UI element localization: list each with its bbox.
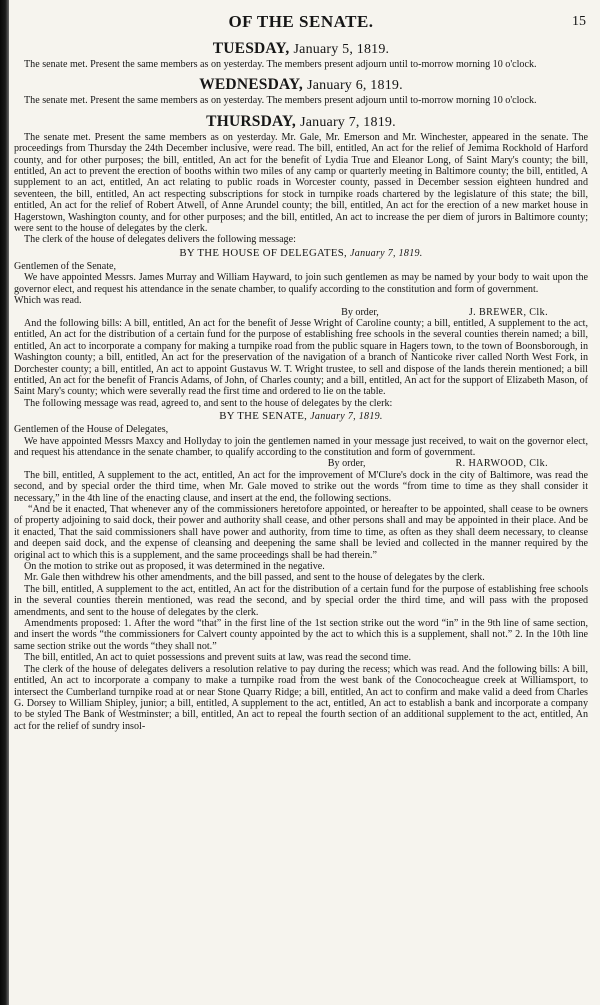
clerk-name: J. BREWER, Clk.	[468, 306, 548, 318]
message-heading-senate	[14, 410, 588, 423]
day-heading-tuesday	[14, 40, 588, 58]
message-heading-text: BY THE HOUSE OF DELEGATES,	[179, 246, 348, 259]
journal-page	[14, 10, 588, 1000]
message-heading-text: BY THE SENATE,	[219, 410, 308, 423]
page-number: 15	[572, 14, 586, 29]
day-date: January 5, 1819.	[293, 42, 390, 57]
message-body: We have appointed Messrs Maxcy and Hollyday to join the gentlemen named in your message just received, to wait on the governor elect, and request his attendance in the senate chamber, to qualify according to the constitution and form of government.	[14, 435, 588, 458]
paragraph: Amendments proposed: 1. After the word “that” in the first line of the 1st section strike out the word “in” in the 9th line of same section, and insert the words “the commissioners for Calvert county appointed by the act to which this is a supplement, shall not.” 2. In the 10th line same section strike out the words “they shall not.”	[14, 618, 588, 652]
paragraph: The senate met. Present the same members as on yesterday. Mr. Gale, Mr. Emerson and Mr. Winchester, appeared in the senate. The proceedings from Thursday the 24th December inclusive, were read. The bill, entitled, An act for the relief of Jemima Rockhold of Harford county, and for other purposes; the bill, entitled, An act for the benefit of Lydia True and Eleanor Long, of Saint Mary's county; the bill, entitled, An act to prevent the erection of booths within two miles of any camp or quarterly meeting in Baltimore county; the bill, entitled, A supplement to an act, entitled, An act relating to public roads in Worcester county, passed in December session eighteen hundred and seventeen, the bill, entitled, An act respecting subscriptions for stock in turnpike roads chartered by the legislature of this state; the bill, entitled, An act for the relief of Robert Atwell, of Anne Arundel county; the bill, entitled, An act for the erection of a new market house in Hagerstown, Washington county, and for other purposes; and the bill, entitled, An act to increase the per diem of jurors in Baltimore county; were sent to the house of delegates by the clerk.	[14, 131, 588, 235]
signature-senate	[14, 458, 588, 469]
paragraph: The clerk of the house of delegates delivers a resolution relative to pay during the recess; which was read. And the following bills: A bill, entitled, An act to incorporate a company to make a turnpike road from the west bank of the Conococheague creek at Williamsport, to intersect the Cumberland turnpike road at or near Stone Quarry Ridge; a bill, entitled, An act to confirm and make valid a deed from Charles G. Dorsey to William Shipley, junior; a bill, entitled, A supplement to the act, entitled, An act to establish a bank and incorporate a company to be styled The Bank of Westminster; a bill, entitled, An act to repeal the fourth section of an additional supplement to the act, entitled, An act for the relief of sundry insol-	[14, 663, 588, 732]
signature-house	[14, 307, 588, 318]
message-heading-house	[14, 247, 588, 260]
running-head	[14, 10, 588, 34]
message-after: Which was read.	[14, 295, 82, 307]
message-date: January 7, 1819.	[350, 247, 423, 259]
paragraph: The following message was read, agreed to, and sent to the house of delegates by the clerk:	[24, 397, 393, 409]
paragraph: Mr. Gale then withdrew his other amendments, and the bill passed, and sent to the house of delegates by the clerk.	[24, 572, 485, 584]
day-heading-wednesday	[14, 76, 588, 94]
paragraph: The clerk of the house of delegates delivers the following message:	[24, 234, 296, 246]
day-weekday: WEDNESDAY,	[199, 76, 303, 94]
salutation: Gentlemen of the House of Delegates,	[14, 424, 169, 436]
clerk-name: R. HARWOOD, Clk.	[455, 458, 548, 470]
day-date: January 6, 1819.	[307, 78, 403, 94]
paragraph: On the motion to strike out as proposed, it was determined in the negative.	[24, 561, 325, 573]
by-order-label: By order,	[341, 306, 379, 318]
message-date: January 7, 1819.	[310, 411, 383, 423]
quoted-amendment: “And be it enacted, That whenever any of the commissioners heretofore appointed, or hereafter to be appointed, shall cease to be owners of property adjoining to said dock, their power and authority shall cease, and other persons shall and may be appointed in their place. And be it enacted, That the said commissioners shall have power and authority, from time to time, as often as they shall deem necessary, to cleanse and deepen said dock, and the expense of cleansing and deepening the same shall be levied and collected in the manner required by the original act to which this is a supplement, and the same proceedings shall be had therein.”	[14, 504, 588, 561]
day-weekday: TUESDAY,	[212, 40, 290, 57]
message-body: We have appointed Messrs. James Murray and William Hayward, to join such gentlemen as may be named by your body to wait upon the governor elect, and request his attendance in the senate chamber, to qualify according to the constitution and form of government.	[14, 272, 588, 295]
paragraph: The bill, entitled, An act to quiet possessions and prevent suits at law, was read the second time.	[24, 652, 412, 664]
running-title: OF THE SENATE.	[228, 12, 374, 31]
salutation: Gentlemen of the Senate,	[14, 260, 117, 272]
day-entry-tuesday: The senate met. Present the same members as on yesterday. The members present adjourn until to-morrow morning 10 o'clock.	[24, 59, 537, 70]
book-binding-edge	[0, 0, 9, 1005]
day-date: January 7, 1819.	[300, 114, 396, 130]
paragraph: The bill, entitled, A supplement to the act, entitled, An act for the distribution of a certain fund for the purpose of establishing free schools in the several counties therein mentioned, was read the second, and by special order the third time, and will pass with the proposed amendments, and sent to the house of delegates by the clerk.	[14, 583, 588, 618]
day-weekday: THURSDAY,	[206, 112, 296, 130]
by-order-label: By order,	[327, 458, 366, 470]
day-entry-wednesday: The senate met. Present the same members as on yesterday. The members present adjourn until to-morrow morning 10 o'clock.	[24, 95, 537, 107]
paragraph: And the following bills: A bill, entitled, An act for the benefit of Jesse Wright of Caroline county; a bill, entitled, A supplement to the act, entitled, An act for the distribution of a certain fund for the purpose of establishing free schools in the several counties therein named; a bill, entitled, An act to incorporate a company for making a turnpike road from the public square in Hagers town, to the town of Boonsborough, in Washington county; a bill, entitled, An act for the preservation of the navigation of a branch of Nanticoke river called North West Fork, in Dorchester county; a bill, entitled, An act to appoint Gustavus W. T. Wright trustee, to sell and dispose of the lands therein mentioned; a bill entitled, An act for the benefit of Francis Adams, of John, of Charles county; and a bill, entitled, An act for the support of Elizabeth Mason, of Saint Mary's county; which were severally read the first time and ordered to lie on the table.	[14, 317, 588, 398]
day-heading-thursday	[14, 113, 588, 131]
paragraph: The bill, entitled, A supplement to the act, entitled, An act for the improvement of M'Clure's dock in the city of Baltimore, was read the second, and by special order the third time, when Mr. Gale moved to strike out the words “from time to time as they shall consider it necessary,” in the 4th line of the enacting clause, and insert at the end, the following sections.	[14, 469, 588, 504]
